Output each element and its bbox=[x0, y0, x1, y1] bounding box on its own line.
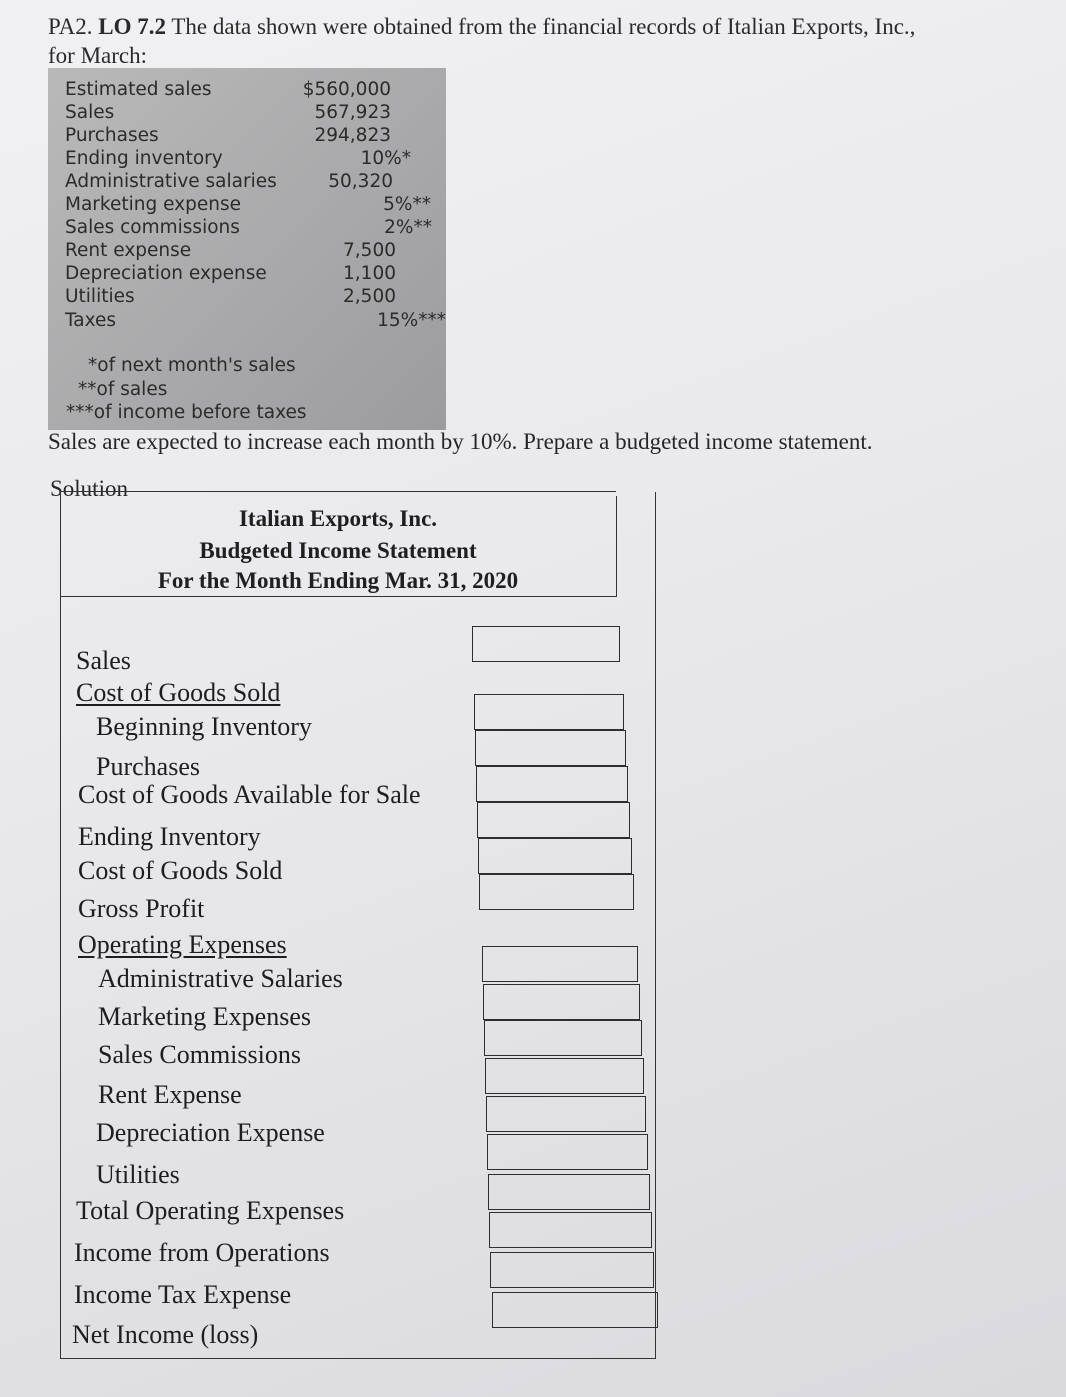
amount-input-marketing-expenses[interactable] bbox=[483, 984, 640, 1020]
data-label: Rent expense bbox=[65, 240, 192, 261]
footnote: ***of income before taxes bbox=[66, 402, 307, 423]
data-value: 7,500 bbox=[343, 240, 396, 261]
problem-code: PA2. bbox=[48, 14, 93, 39]
line-operating-expenses-heading: Operating Expenses bbox=[78, 930, 287, 959]
data-value: 1,100 bbox=[343, 263, 396, 284]
line-goods-available: Cost of Goods Available for Sale bbox=[78, 780, 421, 809]
amount-input-income-from-operations[interactable] bbox=[489, 1212, 652, 1248]
amount-input-administrative-salaries[interactable] bbox=[482, 946, 638, 982]
amount-input-depreciation-expense[interactable] bbox=[486, 1096, 646, 1132]
line-marketing-expenses: Marketing Expenses bbox=[98, 1002, 312, 1031]
line-administrative-salaries: Administrative Salaries bbox=[98, 964, 343, 993]
problem-heading-line1 bbox=[48, 12, 1038, 41]
amount-input-total-operating-expenses[interactable] bbox=[488, 1174, 650, 1210]
statement-period: For the Month Ending Mar. 31, 2020 bbox=[157, 568, 519, 593]
line-net-income: Net Income (loss) bbox=[72, 1320, 259, 1349]
line-rent-expense: Rent Expense bbox=[98, 1080, 242, 1109]
data-label: Purchases bbox=[65, 125, 159, 146]
amount-input-cogs[interactable] bbox=[478, 838, 632, 874]
data-value: 294,823 bbox=[314, 125, 391, 146]
data-label: Utilities bbox=[65, 286, 135, 307]
amount-input-utilities[interactable] bbox=[487, 1134, 648, 1170]
data-value: $560,000 bbox=[302, 79, 391, 100]
amount-input-purchases[interactable] bbox=[475, 730, 626, 766]
line-cogs-heading: Cost of Goods Sold bbox=[76, 678, 281, 707]
amount-input-rent-expense[interactable] bbox=[485, 1058, 644, 1094]
data-label: Marketing expense bbox=[65, 194, 241, 215]
problem-heading bbox=[48, 12, 1038, 70]
line-purchases: Purchases bbox=[96, 752, 200, 781]
learning-objective: LO 7.2 bbox=[98, 14, 167, 39]
amount-input-gross-profit[interactable] bbox=[479, 874, 634, 910]
footnote: *of next month's sales bbox=[88, 355, 296, 376]
data-value: 2,500 bbox=[343, 286, 396, 307]
line-ending-inventory: Ending Inventory bbox=[78, 822, 261, 851]
data-label: Estimated sales bbox=[65, 79, 212, 100]
amount-input-net-income[interactable] bbox=[492, 1292, 658, 1328]
line-sales: Sales bbox=[76, 646, 131, 675]
problem-text-line1: The data shown were obtained from the financial records of Italian Exports, Inc., bbox=[171, 14, 916, 39]
instruction-text: Sales are expected to increase each month by 10%. Prepare a budgeted income statement. bbox=[48, 429, 873, 454]
data-label: Depreciation expense bbox=[65, 263, 267, 284]
footnote: **of sales bbox=[78, 379, 168, 400]
line-total-operating-expenses: Total Operating Expenses bbox=[76, 1196, 345, 1225]
amount-input-ending-inventory[interactable] bbox=[477, 802, 630, 838]
amount-input-beginning-inventory[interactable] bbox=[474, 694, 624, 730]
line-utilities: Utilities bbox=[96, 1160, 180, 1189]
line-depreciation-expense: Depreciation Expense bbox=[96, 1118, 325, 1147]
line-income-tax-expense: Income Tax Expense bbox=[74, 1280, 292, 1309]
solution-label: Solution bbox=[50, 476, 128, 501]
data-label: Ending inventory bbox=[65, 148, 223, 169]
data-label: Administrative salaries bbox=[65, 171, 277, 192]
amount-input-income-tax-expense[interactable] bbox=[490, 1252, 654, 1288]
financial-data-box bbox=[48, 68, 446, 430]
data-label: Taxes bbox=[65, 310, 116, 331]
data-value: 2%** bbox=[384, 217, 432, 238]
data-value: 10%* bbox=[360, 148, 411, 169]
line-income-from-operations: Income from Operations bbox=[74, 1238, 330, 1267]
data-label: Sales bbox=[65, 102, 115, 123]
line-cogs-total: Cost of Goods Sold bbox=[78, 856, 283, 885]
problem-text-line2: for March: bbox=[48, 43, 147, 68]
amount-input-goods-available[interactable] bbox=[476, 766, 628, 802]
statement-header bbox=[60, 496, 617, 597]
amount-input-sales[interactable] bbox=[472, 626, 620, 662]
data-value: 567,923 bbox=[314, 102, 391, 123]
line-gross-profit: Gross Profit bbox=[78, 894, 205, 923]
line-sales-commissions: Sales Commissions bbox=[98, 1040, 301, 1069]
data-label: Sales commissions bbox=[65, 217, 240, 238]
statement-title: Budgeted Income Statement bbox=[199, 538, 477, 563]
amount-input-sales-commissions[interactable] bbox=[484, 1020, 642, 1056]
data-value: 50,320 bbox=[328, 171, 393, 192]
company-name: Italian Exports, Inc. bbox=[238, 506, 438, 531]
line-beginning-inventory: Beginning Inventory bbox=[96, 712, 312, 741]
data-value: 5%** bbox=[383, 194, 431, 215]
data-value: 15%*** bbox=[377, 310, 446, 331]
